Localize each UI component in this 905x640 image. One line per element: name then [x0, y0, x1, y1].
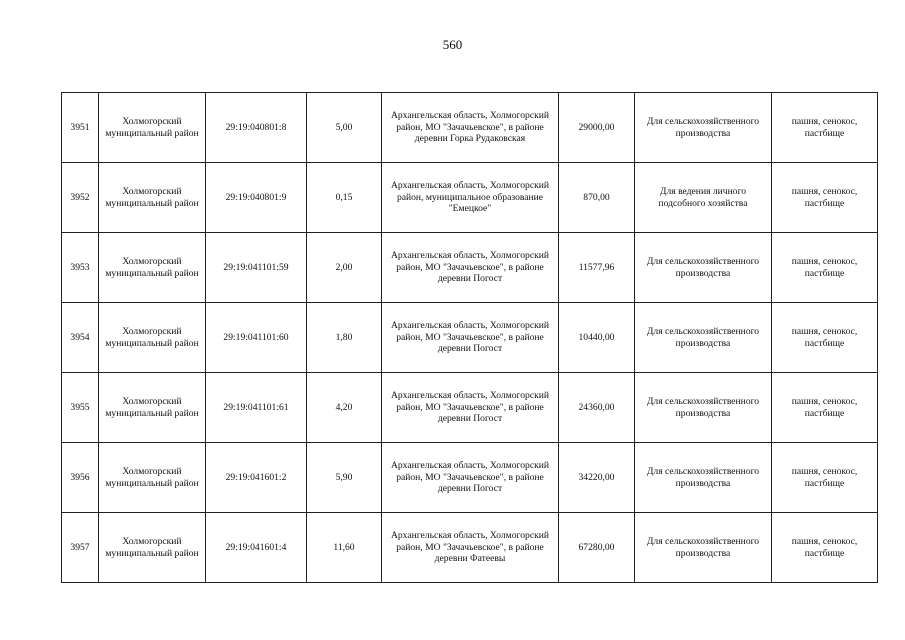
- land-use-cell: пашня, сенокос, пастбище: [772, 233, 878, 303]
- cadastral-number-cell: 29:19:041601:4: [206, 513, 307, 583]
- table-row: [62, 513, 878, 583]
- price-cell: 67280,00: [559, 513, 635, 583]
- table-row: [62, 93, 878, 163]
- cadastral-number-cell: 29:19:041101:61: [206, 373, 307, 443]
- address-cell: Архангельская область, Холмогорский район, муниципальное образование "Емецкое": [382, 163, 559, 233]
- area-cell: 2,00: [307, 233, 382, 303]
- address-cell: Архангельская область, Холмогорский район, МО "Зачачьевское", в районе деревни Погост: [382, 303, 559, 373]
- row-number-cell: 3955: [62, 373, 99, 443]
- table-row: [62, 233, 878, 303]
- price-cell: 10440,00: [559, 303, 635, 373]
- district-cell: Холмогорский муниципальный район: [99, 373, 206, 443]
- cadastral-number-cell: 29:19:041101:60: [206, 303, 307, 373]
- land-use-cell: пашня, сенокос, пастбище: [772, 93, 878, 163]
- land-use-cell: пашня, сенокос, пастбище: [772, 303, 878, 373]
- row-number-cell: 3956: [62, 443, 99, 513]
- page-number: 560: [442, 37, 463, 52]
- price-cell: 24360,00: [559, 373, 635, 443]
- address-cell: Архангельская область, Холмогорский район, МО "Зачачьевское", в районе деревни Погост: [382, 443, 559, 513]
- district-cell: Холмогорский муниципальный район: [99, 513, 206, 583]
- cadastral-number-cell: 29:19:041601:2: [206, 443, 307, 513]
- land-use-cell: пашня, сенокос, пастбище: [772, 373, 878, 443]
- address-cell: Архангельская область, Холмогорский район, МО "Зачачьевское", в районе деревни Погост: [382, 233, 559, 303]
- row-number-cell: 3953: [62, 233, 99, 303]
- price-cell: 11577,96: [559, 233, 635, 303]
- price-cell: 29000,00: [559, 93, 635, 163]
- address-cell: Архангельская область, Холмогорский район, МО "Зачачьевское", в районе деревни Горка Рудаковская: [382, 93, 559, 163]
- land-use-cell: пашня, сенокос, пастбище: [772, 443, 878, 513]
- purpose-cell: Для сельскохозяйственного производства: [635, 303, 772, 373]
- table-row: [62, 303, 878, 373]
- price-cell: 34220,00: [559, 443, 635, 513]
- row-number-cell: 3952: [62, 163, 99, 233]
- purpose-cell: Для сельскохозяйственного производства: [635, 513, 772, 583]
- land-use-cell: пашня, сенокос, пастбище: [772, 163, 878, 233]
- cadastral-number-cell: 29:19:040801:8: [206, 93, 307, 163]
- address-cell: Архангельская область, Холмогорский район, МО "Зачачьевское", в районе деревни Фатеевы: [382, 513, 559, 583]
- area-cell: 11,60: [307, 513, 382, 583]
- row-number-cell: 3957: [62, 513, 99, 583]
- table-row: [62, 163, 878, 233]
- address-cell: Архангельская область, Холмогорский район, МО "Зачачьевское", в районе деревни Погост: [382, 373, 559, 443]
- purpose-cell: Для ведения личного подсобного хозяйства: [635, 163, 772, 233]
- purpose-cell: Для сельскохозяйственного производства: [635, 373, 772, 443]
- area-cell: 1,80: [307, 303, 382, 373]
- table-row: [62, 373, 878, 443]
- price-cell: 870,00: [559, 163, 635, 233]
- purpose-cell: Для сельскохозяйственного производства: [635, 93, 772, 163]
- purpose-cell: Для сельскохозяйственного производства: [635, 233, 772, 303]
- table-body: [62, 93, 878, 583]
- cadastral-number-cell: 29:19:041101:59: [206, 233, 307, 303]
- district-cell: Холмогорский муниципальный район: [99, 233, 206, 303]
- area-cell: 5,90: [307, 443, 382, 513]
- land-plots-table: [61, 92, 878, 583]
- area-cell: 0,15: [307, 163, 382, 233]
- district-cell: Холмогорский муниципальный район: [99, 93, 206, 163]
- area-cell: 5,00: [307, 93, 382, 163]
- cadastral-number-cell: 29:19:040801:9: [206, 163, 307, 233]
- district-cell: Холмогорский муниципальный район: [99, 303, 206, 373]
- land-use-cell: пашня, сенокос, пастбище: [772, 513, 878, 583]
- district-cell: Холмогорский муниципальный район: [99, 163, 206, 233]
- table-row: [62, 443, 878, 513]
- area-cell: 4,20: [307, 373, 382, 443]
- row-number-cell: 3951: [62, 93, 99, 163]
- purpose-cell: Для сельскохозяйственного производства: [635, 443, 772, 513]
- district-cell: Холмогорский муниципальный район: [99, 443, 206, 513]
- row-number-cell: 3954: [62, 303, 99, 373]
